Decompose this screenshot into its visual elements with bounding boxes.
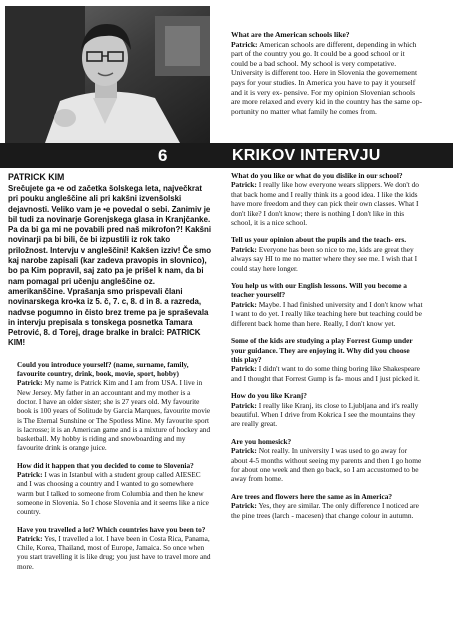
left-column — [8, 172, 211, 579]
answer — [17, 378, 211, 452]
question: Some of the kids are studying a play Forrest Gump under your guidance. They are enjoying it. Why did you choose this play? — [231, 336, 413, 364]
answer-label: Patrick: — [231, 39, 258, 49]
question: You help us with our English lessons. Will you become a teacher yourself? — [231, 281, 407, 300]
answer — [231, 364, 423, 383]
answer-text: I really like how everyone wears slippers. We don't do that back home and I really think its a good idea. I like the kids have more freedom and they can pick their own classes. What I don't like? I don't know; there is nothing I don't like in this school, it is a nice school. — [231, 180, 419, 228]
answer-text: I was in Istanbul with a student group called AIESEC and I was choosing a country and I wanted to go somewhere warm but I talked to someone from Columbia and then he knew someone in Slovenia. So I chose Slovenia and it seems like a nice country. — [17, 470, 209, 517]
answer-text: Maybe. I had finished university and I don't know what I want to do yet. I really like teaching here but teaching could be different back home than here. Really, I don't know yet. — [231, 299, 423, 328]
question: Tell us your opinion about the pupils and the teach- ers. — [231, 235, 407, 245]
section-banner — [0, 143, 453, 168]
question: What are the American schools like? — [231, 30, 350, 39]
answer — [231, 401, 423, 429]
answer — [231, 40, 423, 117]
answer — [231, 180, 423, 227]
answer-label: Patrick: — [231, 364, 257, 374]
question: Could you introduce yourself? (name, surname, family, favourite country, drink, book, movie, sport, hobby) — [17, 359, 189, 379]
answer — [231, 501, 423, 520]
answer-label: Patrick: — [231, 400, 257, 410]
answer-label: Patrick: — [17, 533, 43, 543]
answer-label: Patrick: — [231, 180, 257, 190]
page-number: 6 — [158, 146, 168, 165]
top-right-qa — [231, 30, 423, 126]
intro-paragraph: Srečujete ga •e od začetka šolskega leta, največkrat pri pouku angleščine ali pri kakšni izvenšolski dejavnosti. Veliko vam je •e povedal o sebi. Zanimiv je bil tudi za novinarje Gorenjskega glasa in Kranjčanke. Pa da bi ga mi ne povabili pred naš mikrofon?! Kakšni novinarji pa bi bili, če bi izpustili iz rok tako priložnost. Intervju v angleščini! Kakšen izziv! Če smo kaj narobe zapisali (kar zadeva pravopis in slovnico), bo pa Kim popravil, saj zato pa je prišel k nam, da bi nam pomagal pri učenju angleščine oz. amerikanščine. Vprašanja smo prispevali člani novinarskega kro•ka iz 5. č, 7. c, 8. d in 8. a razreda, nadvse pogumno in čisto brez treme pa je spraševala in intervju prepisala s tonskega posnetka Tamara Petrović, 8. d Torej, drage bralke in bralci: PATRICK KIM! — [8, 184, 212, 348]
answer-label: Patrick: — [231, 501, 257, 511]
section-title: KRIKOV INTERVJU — [232, 147, 381, 164]
answer-text: Everyone has been so nice to me, kids are great they always say HI to me no matter where they see me. I wish that I could stay here longer. — [231, 244, 418, 273]
left-qa-list — [8, 360, 211, 571]
question: Are trees and flowers here the same as in America? — [231, 491, 393, 501]
answer-text: My name is Patrick Kim and I am from USA. I live in New Jersey. My father in an accountant and my mother is a doctor. I have an older sister; she is 27 years old. My favourite book is 100 years of Solitude by Garcia Marques, favourite movie is The Eternal Sunshine or The Spotless Mine. My favourite sport is lacrosse; it is an American game and is a mixture of hockey and basketball. My hobby is riding and snowboarding and my favourite drink is orange juice. — [17, 378, 211, 453]
man-portrait-image — [5, 6, 210, 143]
answer — [231, 300, 423, 328]
answer-text: Yes, I travelled a lot. I have been in Costa Rica, Panama, Chile, Korea, Thailand, most of Europe, Jamaica. So once when you start travelling it is like drug; you just have to travel more and more. — [17, 533, 211, 571]
answer-label: Patrick: — [17, 470, 43, 480]
answer-text: I really like Kranj, its close to Ljubljana and it's really beautiful. When I drive from Kokrica I see the mountains they are really great. — [231, 400, 419, 429]
question: How do you like Kranj? — [231, 391, 307, 401]
right-column — [231, 171, 423, 528]
question: Are you homesick? — [231, 436, 292, 446]
answer-text: American schools are different, depending in which part of the country you go. It could be a good school or it could be a bad school. My school is very competative. University is different too. Here in Slovenia the governement pays for your studies. In America you have to pay it yourself and it is very ex- pensive. For my opinion Slovenian schools are more relaxed and every kid in the country has the same op- portunity no matter what family he comes from. — [231, 39, 423, 116]
answer-text: Yes, they are similar. The only difference I noticed are the pine trees (larch - macesen) that change colour in autumn. — [231, 501, 419, 520]
answer-label: Patrick: — [17, 378, 43, 388]
answer — [17, 534, 211, 571]
answer-text: I didn't want to do some thing boring like Shakespeare and I thought that Forrest Gump is fa- mous and I just picked it. — [231, 364, 420, 383]
answer — [231, 446, 423, 484]
interviewee-name: PATRICK KIM — [8, 172, 65, 182]
answer — [231, 245, 423, 273]
answer — [17, 470, 211, 516]
question: What do you like or what do you dislike in our school? — [231, 171, 403, 180]
answer-label: Patrick: — [231, 299, 257, 309]
interview-photo — [5, 6, 210, 143]
answer-label: Patrick: — [231, 244, 257, 254]
answer-label: Patrick: — [231, 446, 257, 456]
question: How did it happen that you decided to come to Slovenia? — [17, 460, 194, 470]
answer-text: Not really. In university I was used to go away for about 4-5 months without seeing my parents and then I go home for about one week and then go back, so I am accustomed to be away from home. — [231, 446, 422, 484]
question: Have you travelled a lot? Which countries have you been to? — [17, 524, 206, 534]
